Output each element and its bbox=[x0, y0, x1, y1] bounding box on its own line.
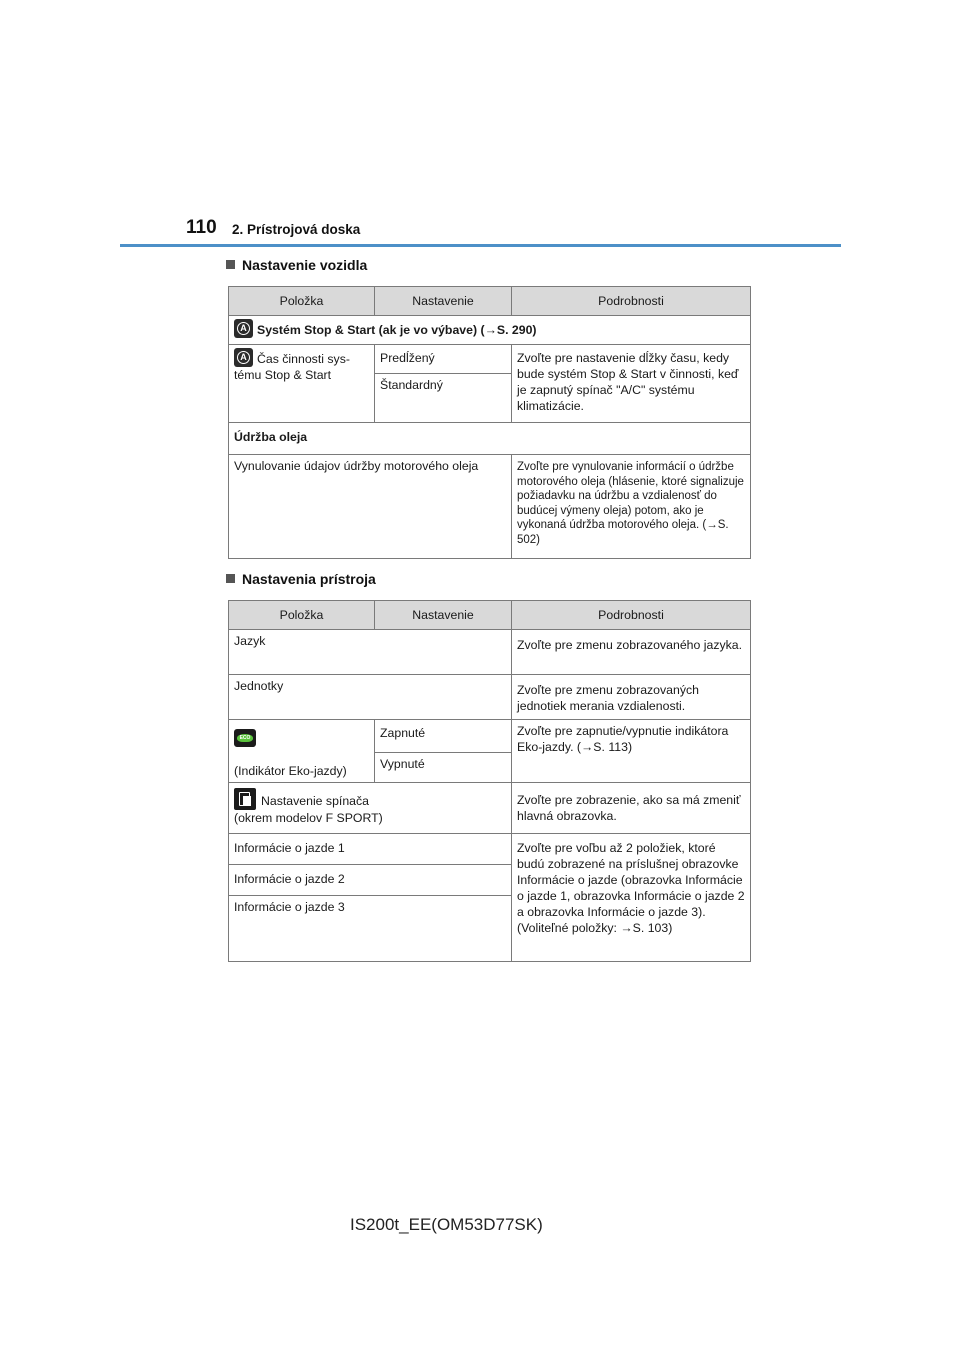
switch-setting-item-line2: (okrem modelov F SPORT) bbox=[234, 811, 383, 825]
section-heading-vehicle-settings bbox=[226, 257, 367, 273]
option-symbol-a-icon: A bbox=[234, 348, 253, 367]
column-header-item: Položka bbox=[229, 601, 375, 630]
language-item: Jazyk bbox=[229, 630, 512, 675]
table-header-row bbox=[229, 601, 751, 630]
table-row bbox=[229, 455, 751, 559]
square-bullet-icon bbox=[226, 260, 235, 269]
table-header-row bbox=[229, 287, 751, 316]
header-divider bbox=[120, 244, 841, 247]
instrument-settings-table bbox=[228, 600, 751, 962]
trip-info-details-cell bbox=[512, 834, 751, 962]
trip-info-2: Informácie o jazde 2 bbox=[229, 865, 512, 896]
stop-start-item-line2: tému Stop & Start bbox=[234, 368, 332, 382]
table-row bbox=[229, 675, 751, 720]
units-details: Zvoľte pre zmenu zobrazovaných jednotiek merania vzdialenosti. bbox=[512, 675, 751, 720]
document-code: IS200t_EE(OM53D77SK) bbox=[350, 1215, 543, 1234]
chapter-title: 2. Prístrojová doska bbox=[232, 222, 361, 237]
trip-info-1: Informácie o jazde 1 bbox=[229, 834, 512, 865]
option-symbol-a-icon: A bbox=[234, 319, 253, 338]
switch-icon bbox=[234, 788, 256, 810]
option-off: Vypnuté bbox=[375, 752, 512, 782]
eco-indicator-item: (Indikátor Eko-jazdy) bbox=[234, 764, 347, 778]
stop-start-details: Zvoľte pre nastavenie dĺžky času, kedy bude systém Stop & Start v činnosti, keď je zapnutý spínač "A/C" systému klimatizácie. bbox=[512, 345, 751, 423]
trip-info-3: Informácie o jazde 3 bbox=[229, 896, 512, 962]
units-item: Jednotky bbox=[229, 675, 512, 720]
table-row bbox=[229, 345, 751, 374]
eco-indicator-item-cell bbox=[229, 720, 375, 783]
table-row bbox=[229, 720, 751, 753]
trip-info-optional-items: (Voliteľné položky: →S. 103) bbox=[517, 921, 673, 935]
stop-start-item-cell bbox=[229, 345, 375, 423]
stop-start-item-line1: Čas činnosti sys- bbox=[257, 352, 350, 366]
oil-reset-details: Zvoľte pre vynulovanie informácií o údržbe motorového oleja (hlásenie, ktoré signalizuje požiadavku na údržbu a vzdialenosť do budúcej výmeny oleja) potom, ako je vykonaná údržba motorového oleja. (→S. 502) bbox=[512, 455, 751, 559]
section-heading-instrument-settings bbox=[226, 571, 376, 587]
option-on: Zapnuté bbox=[375, 720, 512, 753]
table-row bbox=[229, 630, 751, 675]
switch-setting-item-line1: Nastavenie spínača bbox=[261, 794, 370, 808]
square-bullet-icon bbox=[226, 574, 235, 583]
table-row bbox=[229, 316, 751, 345]
stop-start-title-cell bbox=[229, 316, 751, 345]
section-heading-label: Nastavenia prístroja bbox=[242, 571, 376, 587]
column-header-details: Podrobnosti bbox=[512, 287, 751, 316]
option-standard: Štandardný bbox=[375, 374, 512, 423]
section-heading-label: Nastavenie vozidla bbox=[242, 257, 368, 273]
language-details: Zvoľte pre zmenu zobrazovaného jazyka. bbox=[512, 630, 751, 675]
table-row bbox=[229, 423, 751, 455]
column-header-setting: Nastavenie bbox=[375, 601, 512, 630]
table-row bbox=[229, 783, 751, 834]
trip-info-details: Zvoľte pre voľbu až 2 položiek, ktoré budú zobrazené na príslušnej obrazovke Informácie o jazde (obrazovka Informácie o jazde 1, obrazovka Informácie o jazde 2 a obrazovka Informácie o jazde 3). bbox=[517, 841, 745, 919]
eco-indicator-icon: ECO bbox=[234, 729, 256, 747]
vehicle-settings-table bbox=[228, 286, 751, 559]
switch-setting-item-cell bbox=[229, 783, 512, 834]
oil-reset-item: Vynulovanie údajov údržby motorového oleja bbox=[229, 455, 512, 559]
stop-start-title: Systém Stop & Start (ak je vo výbave) (→S. 290) bbox=[257, 323, 537, 337]
eco-indicator-details: Zvoľte pre zapnutie/vypnutie indikátora Eko-jazdy. (→S. 113) bbox=[512, 720, 751, 783]
option-extended: Predĺžený bbox=[375, 345, 512, 374]
switch-setting-details: Zvoľte pre zobrazenie, ako sa má zmeniť hlavná obrazovka. bbox=[512, 783, 751, 834]
column-header-item: Položka bbox=[229, 287, 375, 316]
page-number: 110 bbox=[186, 217, 217, 238]
column-header-setting: Nastavenie bbox=[375, 287, 512, 316]
column-header-details: Podrobnosti bbox=[512, 601, 751, 630]
table-row bbox=[229, 834, 751, 865]
oil-maintenance-title: Údržba oleja bbox=[229, 423, 751, 455]
